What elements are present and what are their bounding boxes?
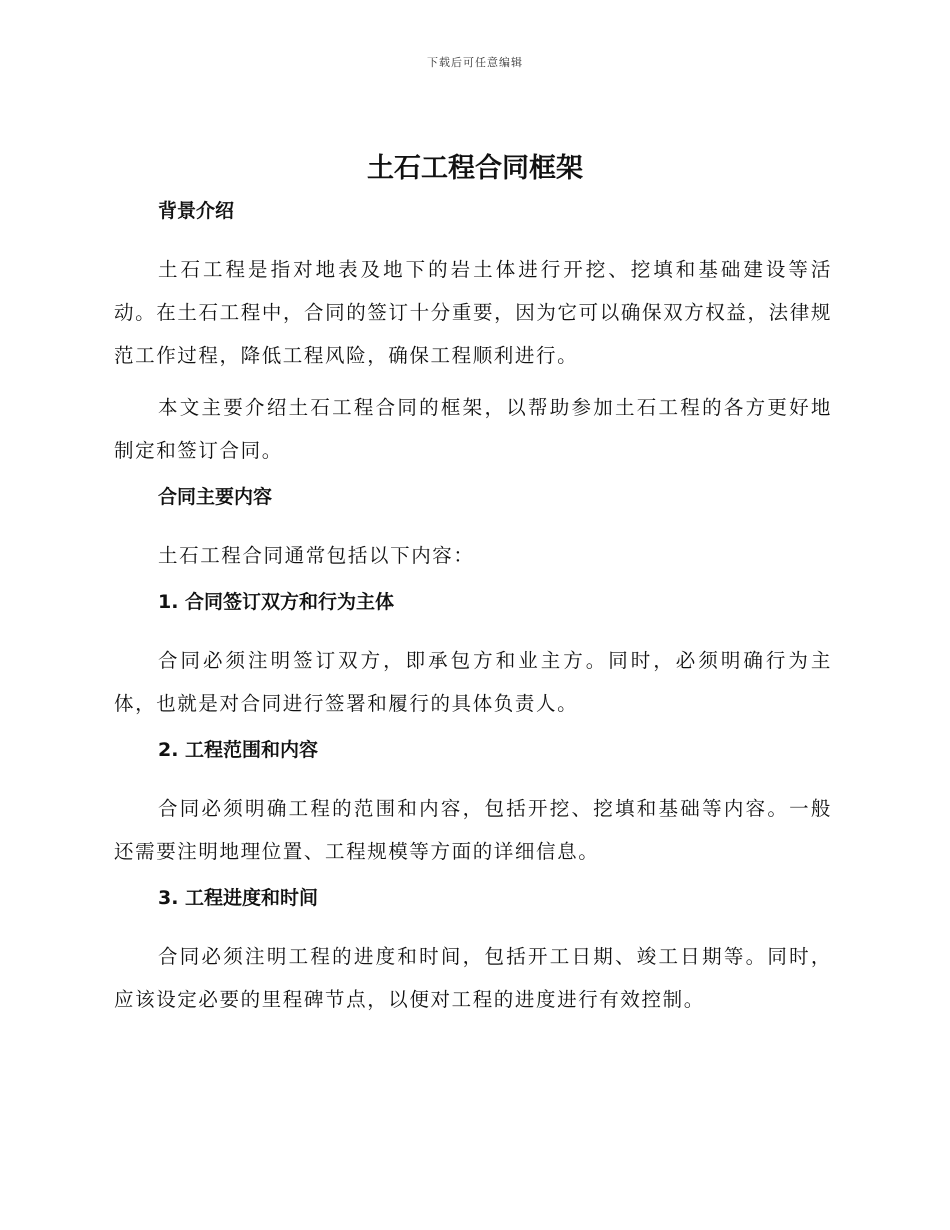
paragraph-background-2: 本文主要介绍土石工程合同的框架，以帮助参加土石工程的各方更好地制定和签订合同。 <box>114 396 832 462</box>
item-heading-2: 2. 工程范围和内容 <box>158 739 319 761</box>
item-heading-3: 3. 工程进度和时间 <box>158 887 319 909</box>
paragraph-item-1: 合同必须注明签订双方，即承包方和业主方。同时，必须明确行为主体，也就是对合同进行签署和履行的具体负责人。 <box>114 649 832 715</box>
document-body <box>114 195 832 1030</box>
paragraph-item-2: 合同必须明确工程的范围和内容，包括开挖、挖填和基础等内容。一般还需要注明地理位置、工程规模等方面的详细信息。 <box>114 797 832 863</box>
paragraph-background-1: 土石工程是指对地表及地下的岩土体进行开挖、挖填和基础建设等活动。在土石工程中，合同的签订十分重要，因为它可以确保双方权益，法律规范工作过程，降低工程风险，确保工程顺利进行。 <box>114 258 832 367</box>
paragraph-main-intro: 土石工程合同通常包括以下内容： <box>158 544 475 567</box>
item-heading-1: 1. 合同签订双方和行为主体 <box>158 591 395 613</box>
section-heading-background: 背景介绍 <box>158 200 235 222</box>
paragraph-item-3: 合同必须注明工程的进度和时间，包括开工日期、竣工日期等。同时，应该设定必要的里程碑节点，以便对工程的进度进行有效控制。 <box>114 945 832 1011</box>
header-note: 下载后可任意编辑 <box>427 56 523 69</box>
section-heading-main-content: 合同主要内容 <box>158 486 273 508</box>
document-title: 土石工程合同框架 <box>367 153 583 184</box>
